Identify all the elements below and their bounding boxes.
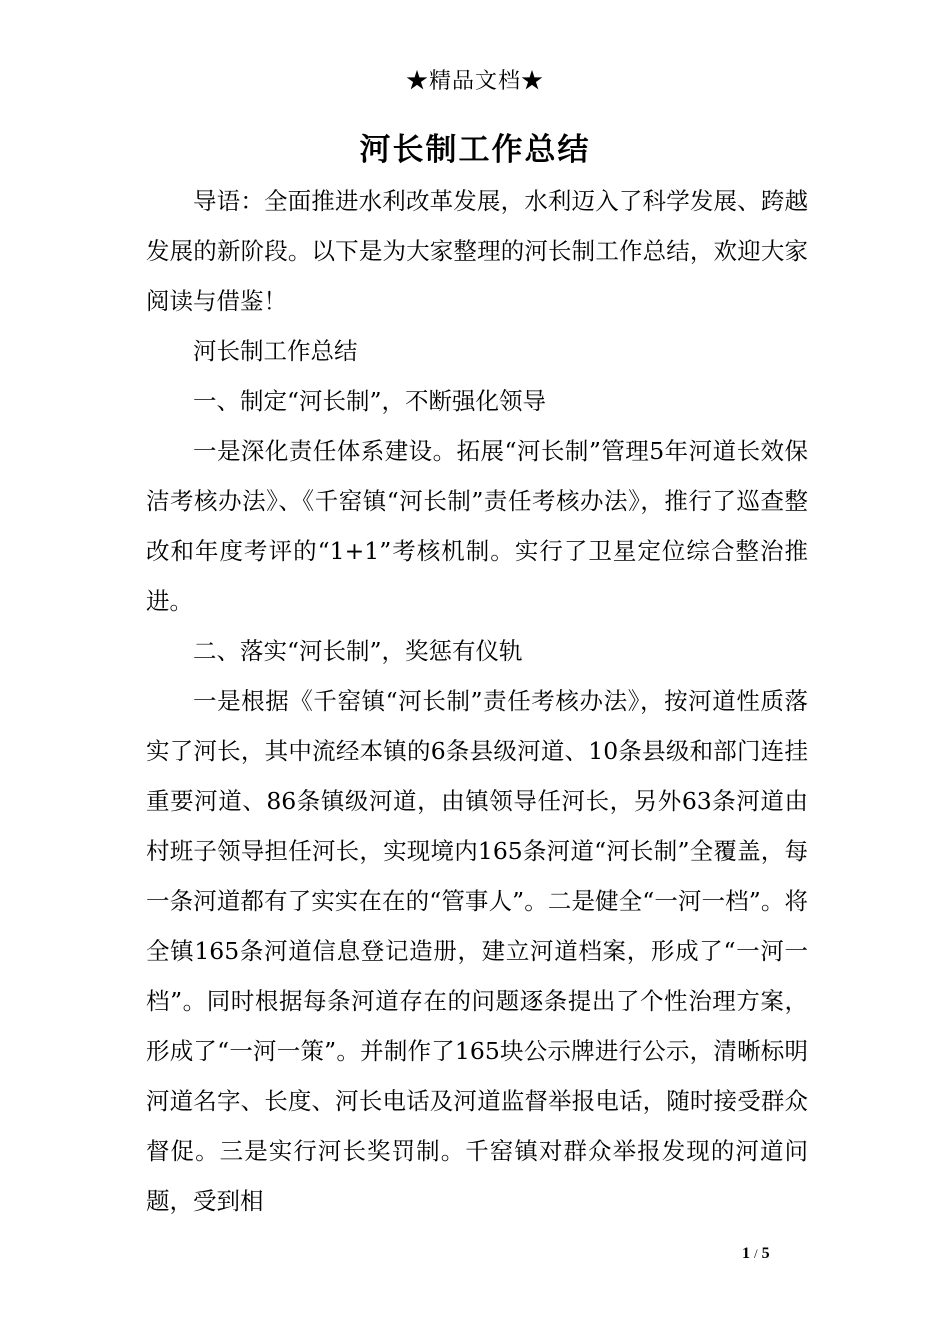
document-header: ★精品文档★: [405, 69, 544, 94]
paragraph-section-2: 一是根据《千窑镇“河长制”责任考核办法》，按河道性质落实了河长，其中流经本镇的6条县级河道、10条县级和部门连挂重要河道、86条镇级河道，由镇领导任河长，另外63条河道由村班子领导担任河长，实现境内165条河道“河长制”全覆盖，每一条河道都有了实实在在的“管事人”。二是健全“一河一档”。将全镇165条河道信息登记造册，建立河道档案，形成了“一河一档”。同时根据每条河道存在的问题逐条提出了个性治理方案，形成了“一河一策”。并制作了165块公示牌进行公示，清晰标明河道名字、长度、河长电话及河道监督举报电话，随时接受群众督促。三是实行河长奖罚制。千窑镇对群众举报发现的河道问题，受到相: [146, 687, 808, 1215]
page-total: 5: [761, 1245, 770, 1262]
page-number: [742, 1244, 770, 1264]
paragraph-section-1: 一是深化责任体系建设。拓展“河长制”管理5年河道长效保洁考核办法》、《千窑镇“河长制”责任考核办法》，推行了巡查整改和年度考评的“1+1”考核机制。实行了卫星定位综合整治推进。: [146, 437, 808, 615]
document-body: [146, 176, 808, 1226]
page-current: 1: [742, 1245, 750, 1262]
paragraph-subtitle: 河长制工作总结: [193, 337, 358, 365]
page-separator: /: [754, 1246, 758, 1261]
paragraph-intro: 导语：全面推进水利改革发展，水利迈入了科学发展、跨越发展的新阶段。以下是为大家整理的河长制工作总结，欢迎大家阅读与借鉴！: [146, 187, 808, 315]
document-title: 河长制工作总结: [359, 132, 591, 168]
section-heading-2: 二、落实“河长制”，奖惩有仪轨: [193, 637, 523, 665]
section-heading-1: 一、制定“河长制”，不断强化领导: [193, 387, 547, 415]
